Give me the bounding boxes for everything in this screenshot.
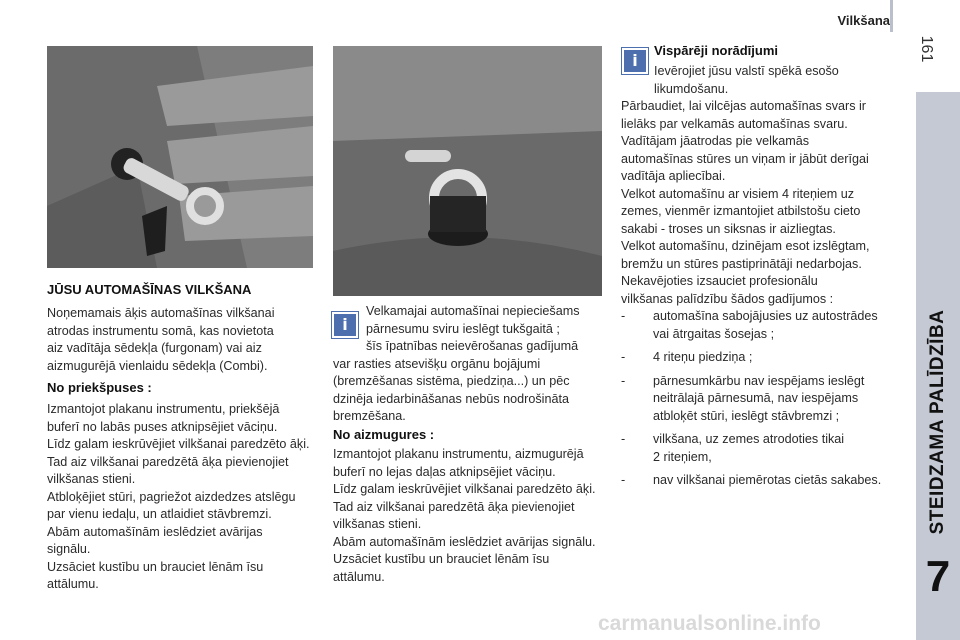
text-line: pārnesumkārbu nav iespējams ieslēgt — [653, 373, 865, 388]
text-line: vilkšanas palīdzību šādos gadījumos : — [621, 291, 834, 306]
text-line: automašīna sabojājusies uz autostrādes — [653, 309, 878, 323]
front-heading: No priekšpuses : — [47, 380, 152, 395]
list-item — [621, 349, 906, 367]
page-number: 161 — [918, 35, 935, 63]
list-item — [621, 431, 906, 466]
intro-paragraph — [47, 305, 312, 375]
text-line: var rasties atsevišķu orgānu bojājumi — [333, 356, 541, 371]
text-line: par vienu iedaļu, un atlaidiet stāvbremzi. — [47, 507, 272, 521]
text-line: Līdz galam ieskrūvējiet vilkšanai paredzēto āķi. — [47, 437, 310, 451]
text-line: 2 riteņiem, — [653, 449, 712, 464]
text-line: Izmantojot plakanu instrumentu, priekšējā — [47, 402, 280, 416]
text-line: šīs īpatnības neievērošanas gadījumā — [366, 339, 579, 353]
text-line: Noņemamais āķis automašīnas vilkšanai — [47, 306, 275, 320]
text-line: aizmugurējā vienlaidu sēdekļa (Combi). — [47, 358, 268, 373]
text-line: Pārbaudiet, lai vilcējas automašīnas svars ir — [621, 99, 866, 113]
text-line: vilkšanas stieni. — [47, 472, 136, 486]
rear-heading: No aizmugures : — [333, 427, 435, 442]
text-line: Uzsāciet kustību un brauciet lēnām īsu — [333, 552, 550, 566]
text-line: atrodas instrumentu somā, kas novietota — [47, 323, 274, 338]
rear-instructions — [333, 446, 608, 586]
text-line: sakabi - troses un siksnas ir aizliegtas. — [621, 221, 836, 236]
neutral-gear-notice — [333, 303, 608, 426]
text-line: dzinēja iedarbināšanas nebūs nodrošināta — [333, 391, 569, 406]
text-line: buferī no labās puses atknipsējiet vāciņu. — [47, 419, 278, 434]
list-dash: - — [621, 350, 626, 364]
text-line: Līdz galam ieskrūvējiet vilkšanai paredzēto āķi. — [333, 482, 596, 496]
text-line: lielāks par velkamās automašīnas svaru. — [621, 116, 848, 131]
chapter-number: 7 — [925, 552, 951, 601]
text-line: aiz vadītāja sēdekļa (furgonam) vai aiz — [47, 341, 262, 355]
list-dash: - — [621, 432, 626, 446]
text-line: zemes, vienmēr izmantojiet atbilstošu cieto — [621, 204, 861, 218]
text-line: attālumu. — [47, 577, 99, 591]
text-line: atbloķēt stūri, ieslēgt stāvbremzi ; — [653, 408, 840, 423]
general-guidelines-heading: Vispārēji norādījumi — [654, 43, 779, 58]
header-divider — [890, 0, 893, 32]
front-tow-hook-photo — [47, 46, 313, 268]
list-dash: - — [621, 309, 626, 323]
info-icon: i — [332, 312, 358, 338]
general-guidelines — [621, 63, 906, 490]
text-line: Vadītājam jāatrodas pie velkamās — [621, 134, 810, 148]
towing-heading: JŪSU AUTOMAŠĪNAS VILKŠANA — [47, 282, 252, 297]
text-line: Velkot automašīnu, dzinējam esot izslēgtam, — [621, 239, 870, 253]
text-line: Abām automašīnām ieslēdziet avārijas signālu. — [333, 534, 596, 549]
text-line: Nekavējoties izsauciet profesionālu — [621, 274, 818, 288]
text-line: vilkšanas stieni. — [333, 517, 422, 531]
text-line: attālumu. — [333, 569, 385, 584]
text-line: likumdošanu. — [654, 81, 729, 96]
watermark: carmanualsonline.info — [598, 612, 821, 635]
list-dash: - — [621, 473, 626, 487]
text-line: vadītāja apliecībai. — [621, 169, 726, 183]
text-line: Uzsāciet kustību un brauciet lēnām īsu — [47, 559, 264, 574]
text-line: nav vilkšanai piemērotas cietās sakabes. — [653, 473, 882, 487]
front-instructions — [47, 401, 317, 594]
list-dash: - — [621, 373, 626, 388]
text-line: pārnesumu sviru ieslēgt tukšgaitā ; — [366, 321, 560, 336]
text-line: vai ātrgaitas šosejas ; — [653, 326, 775, 341]
chapter-label: STEIDZAMA PALĪDZĪBA — [927, 309, 948, 535]
text-line: signālu. — [47, 542, 91, 556]
list-item — [621, 308, 906, 343]
text-line: Tad aiz vilkšanai paredzētā āķa pievienojiet — [333, 499, 575, 514]
text-line: automašīnas stūres un viņam ir jābūt derīgai — [621, 151, 869, 166]
text-line: Tad aiz vilkšanai paredzētā āķa pievienojiet — [47, 454, 289, 469]
front-tow-hook-illustration — [47, 46, 313, 268]
info-icon: i — [622, 48, 648, 74]
text-line: Velkamajai automašīnai nepieciešams — [366, 304, 580, 318]
section-title: Vilkšana — [837, 13, 890, 28]
text-line: Izmantojot plakanu instrumentu, aizmugurējā — [333, 447, 584, 461]
text-line: Abām automašīnām ieslēdziet avārijas — [47, 524, 263, 539]
list-item — [621, 373, 906, 426]
rear-tow-hook-illustration — [333, 46, 602, 296]
text-line: Velkot automašīnu ar visiem 4 riteņiem uz — [621, 186, 855, 201]
text-line: bremzēšana. — [333, 409, 406, 423]
text-line: neitrālajā pārnesumā, nav iespējams — [653, 391, 859, 405]
text-line: Atbloķējiet stūri, pagriežot aizdedzes atslēgu — [47, 489, 296, 504]
list-item — [621, 472, 906, 490]
text-line: vilkšana, uz zemes atrodoties tikai — [653, 432, 845, 446]
rear-tow-hook-photo — [333, 46, 602, 296]
text-line: bremžu un stūres pastiprinātāji nedarbojas. — [621, 256, 862, 271]
text-line: (bremzēšanas sistēma, piedziņa...) un pēc — [333, 374, 570, 388]
chapter-side-tab — [916, 92, 960, 640]
text-line: 4 riteņu piedziņa ; — [653, 350, 753, 364]
text-line: buferī no lejas daļas atknipsējiet vāciņu. — [333, 464, 556, 479]
text-line: Ievērojiet jūsu valstī spēkā esošo — [654, 64, 839, 78]
